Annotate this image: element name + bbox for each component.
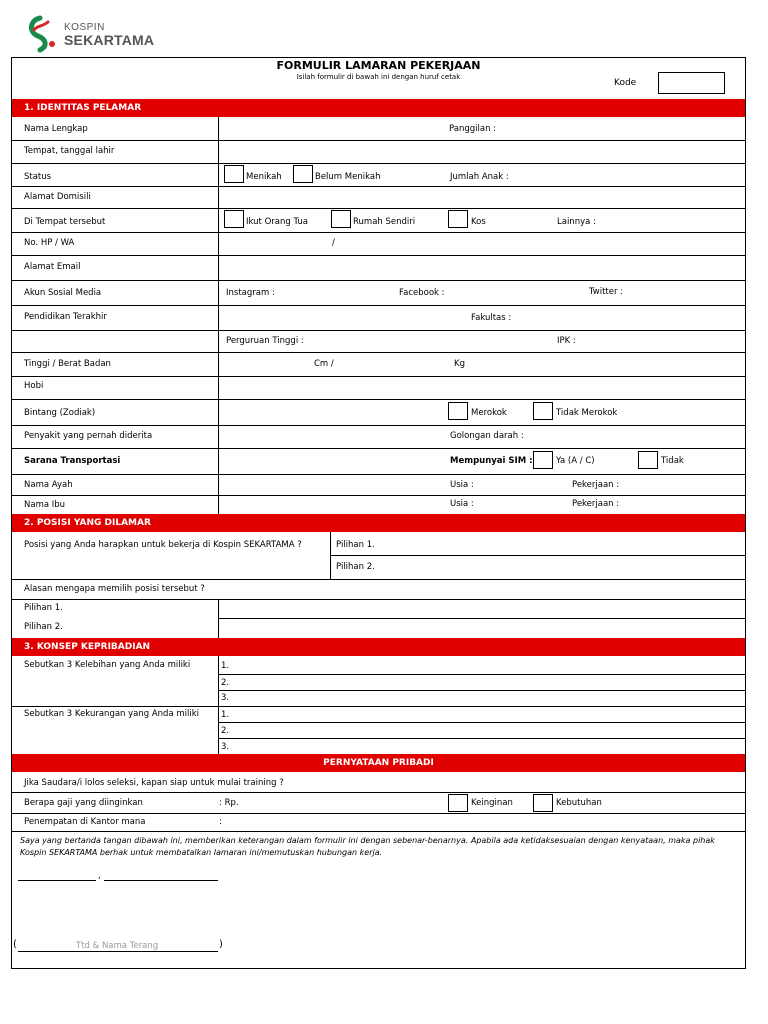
- row-divider: [12, 186, 745, 187]
- label-tinggi-berat: Tinggi / Berat Badan: [24, 359, 111, 369]
- label-belum-menikah: Belum Menikah: [315, 172, 381, 182]
- kode-label: Kode: [614, 78, 637, 88]
- form-frame: [11, 57, 746, 969]
- label-sim-ya: Ya (A / C): [556, 456, 595, 466]
- row-divider: [12, 399, 745, 400]
- checkbox-rumah-sendiri[interactable]: [331, 210, 351, 228]
- row-divider: [12, 208, 745, 209]
- row-divider: [218, 690, 745, 691]
- label-kebutuhan: Kebutuhan: [556, 798, 602, 808]
- label-training-question: Jika Saudara/i lolos seleksi, kapan siap untuk mulai training ?: [24, 778, 284, 788]
- row-divider: [12, 280, 745, 281]
- kekurangan-number-3: 3.: [221, 742, 230, 752]
- label-pekerjaan-ibu: Pekerjaan :: [572, 499, 620, 509]
- label-alasan-pilihan-1: Pilihan 1.: [24, 603, 63, 613]
- checkbox-kos[interactable]: [448, 210, 468, 228]
- kode-input[interactable]: [658, 72, 725, 94]
- label-alamat-domisili: Alamat Domisili: [24, 192, 91, 202]
- row-divider: [218, 618, 745, 619]
- label-sosmed: Akun Sosial Media: [24, 288, 102, 298]
- label-twitter: Twitter :: [589, 287, 624, 297]
- row-divider: [218, 674, 745, 675]
- row-divider: [218, 738, 745, 739]
- label-lainnya: Lainnya :: [557, 217, 596, 227]
- label-rumah-sendiri: Rumah Sendiri: [353, 217, 416, 227]
- row-divider: [12, 255, 745, 256]
- kekurangan-number-1: 1.: [221, 710, 230, 720]
- label-status: Status: [24, 172, 52, 182]
- label-sim: Mempunyai SIM :: [450, 456, 533, 466]
- label-pekerjaan-ayah: Pekerjaan :: [572, 480, 620, 490]
- checkbox-ikut-orang-tua[interactable]: [224, 210, 244, 228]
- label-penempatan: Penempatan di Kantor mana: [24, 817, 146, 827]
- row-divider: [12, 706, 745, 707]
- row-divider: [12, 813, 745, 814]
- label-kos: Kos: [471, 217, 486, 227]
- label-posisi-question: Posisi yang Anda harapkan untuk bekerja di Kospin SEKARTAMA ?: [24, 540, 302, 550]
- row-divider: [218, 722, 745, 723]
- row-divider: [12, 474, 745, 475]
- label-ayah: Nama Ayah: [24, 480, 73, 490]
- checkbox-menikah[interactable]: [224, 165, 244, 183]
- label-penyakit: Penyakit yang pernah diderita: [24, 431, 153, 441]
- kelebihan-number-3: 3.: [221, 693, 230, 703]
- label-sarana: Sarana Transportasi: [24, 456, 121, 466]
- label-alasan-question: Alasan mengapa memilih posisi tersebut ?: [24, 584, 205, 594]
- row-divider: [12, 792, 745, 793]
- label-facebook: Facebook :: [399, 288, 445, 298]
- row-divider: [12, 305, 745, 306]
- label-kelebihan: Sebutkan 3 Kelebihan yang Anda miliki: [24, 660, 191, 670]
- label-golongan: Golongan darah :: [450, 431, 524, 441]
- label-hp: No. HP / WA: [24, 238, 75, 248]
- column-divider: [218, 117, 219, 514]
- form-title: FORMULIR LAMARAN PEKERJAAN: [276, 59, 481, 72]
- label-keinginan: Keinginan: [471, 798, 513, 808]
- row-divider: [12, 599, 745, 600]
- row-divider: [12, 579, 745, 580]
- label-kg: Kg: [454, 359, 465, 369]
- label-ttl: Tempat, tanggal lahir: [24, 146, 115, 156]
- row-divider: [12, 831, 745, 832]
- logo-text-kospin: KOSPIN: [64, 22, 105, 33]
- column-divider: [218, 656, 219, 754]
- kelebihan-number-1: 1.: [221, 661, 230, 671]
- label-posisi-pilihan-2: Pilihan 2.: [336, 562, 375, 572]
- label-ibu: Nama Ibu: [24, 500, 66, 510]
- label-panggilan: Panggilan :: [449, 124, 497, 134]
- label-ipk: IPK :: [557, 336, 576, 346]
- label-usia-ibu: Usia :: [450, 499, 474, 509]
- section-kepribadian-header: 3. KONSEP KEPRIBADIAN: [12, 638, 745, 656]
- row-divider: [330, 555, 745, 556]
- checkbox-sim-ya[interactable]: [533, 451, 553, 469]
- signature-place-line[interactable]: [18, 880, 96, 881]
- signature-close-paren: ): [219, 939, 223, 950]
- row-divider: [12, 352, 745, 353]
- label-instagram: Instagram :: [226, 288, 275, 298]
- label-hobi: Hobi: [24, 381, 44, 391]
- checkbox-merokok[interactable]: [448, 402, 468, 420]
- row-divider: [12, 163, 745, 164]
- label-perguruan: Perguruan Tinggi :: [226, 336, 304, 346]
- signature-date-line[interactable]: [104, 880, 218, 881]
- label-gaji: Berapa gaji yang diinginkan: [24, 798, 143, 808]
- label-rp: : Rp.: [219, 798, 239, 808]
- signature-open-paren: (: [13, 939, 17, 950]
- kelebihan-number-2: 2.: [221, 678, 230, 688]
- label-sim-tidak: Tidak: [661, 456, 684, 466]
- label-di-tempat: Di Tempat tersebut: [24, 217, 106, 227]
- signature-comma: ,: [98, 871, 101, 881]
- label-alasan-pilihan-2: Pilihan 2.: [24, 622, 63, 632]
- row-divider: [12, 140, 745, 141]
- checkbox-sim-tidak[interactable]: [638, 451, 658, 469]
- label-usia-ayah: Usia :: [450, 480, 474, 490]
- row-divider: [12, 448, 745, 449]
- row-divider: [12, 425, 745, 426]
- section-posisi-header: 2. POSISI YANG DILAMAR: [12, 514, 745, 532]
- label-jumlah-anak: Jumlah Anak :: [450, 172, 509, 182]
- logo-text-sekartama: SEKARTAMA: [64, 32, 155, 48]
- label-cm: Cm /: [314, 359, 334, 369]
- label-nama-lengkap: Nama Lengkap: [24, 124, 88, 134]
- label-kekurangan: Sebutkan 3 Kekurangan yang Anda miliki: [24, 709, 200, 719]
- signature-name-line[interactable]: [18, 951, 218, 952]
- kekurangan-number-2: 2.: [221, 726, 230, 736]
- checkbox-kebutuhan[interactable]: [533, 794, 553, 812]
- section-identitas-header: 1. IDENTITAS PELAMAR: [12, 99, 745, 117]
- section-pernyataan-header: PERNYATAAN PRIBADI: [12, 754, 745, 772]
- label-merokok: Merokok: [471, 408, 507, 418]
- checkbox-keinginan[interactable]: [448, 794, 468, 812]
- label-menikah: Menikah: [246, 172, 282, 182]
- checkbox-tidak-merokok[interactable]: [533, 402, 553, 420]
- label-posisi-pilihan-1: Pilihan 1.: [336, 540, 375, 550]
- label-ikut-orang-tua: Ikut Orang Tua: [246, 217, 308, 227]
- form-subtitle: Isilah formulir di bawah ini dengan huruf cetak: [296, 73, 461, 81]
- label-fakultas: Fakultas :: [471, 313, 512, 323]
- row-divider: [12, 232, 745, 233]
- row-divider: [12, 330, 745, 331]
- label-email: Alamat Email: [24, 262, 81, 272]
- signature-placeholder: Ttd & Nama Terang: [76, 941, 159, 951]
- statement-text: Saya yang bertanda tangan dibawah ini, memberikan keterangan dalam formulir ini dengan sebenar-benarnya. Apabila ada ketidaksesuaian dengan kenyataan, maka pihak Kospin SEKARTAMA berhak untuk membatalkan lamaran ini/memutuskan hubungan kerja.: [20, 836, 715, 857]
- row-divider: [12, 376, 745, 377]
- label-tidak-merokok: Tidak Merokok: [556, 408, 618, 418]
- label-bintang: Bintang (Zodiak): [24, 408, 96, 418]
- row-divider: [12, 495, 745, 496]
- label-pendidikan: Pendidikan Terakhir: [24, 312, 107, 322]
- hp-separator: /: [332, 238, 335, 248]
- checkbox-belum-menikah[interactable]: [293, 165, 313, 183]
- label-penempatan-colon: :: [219, 817, 222, 827]
